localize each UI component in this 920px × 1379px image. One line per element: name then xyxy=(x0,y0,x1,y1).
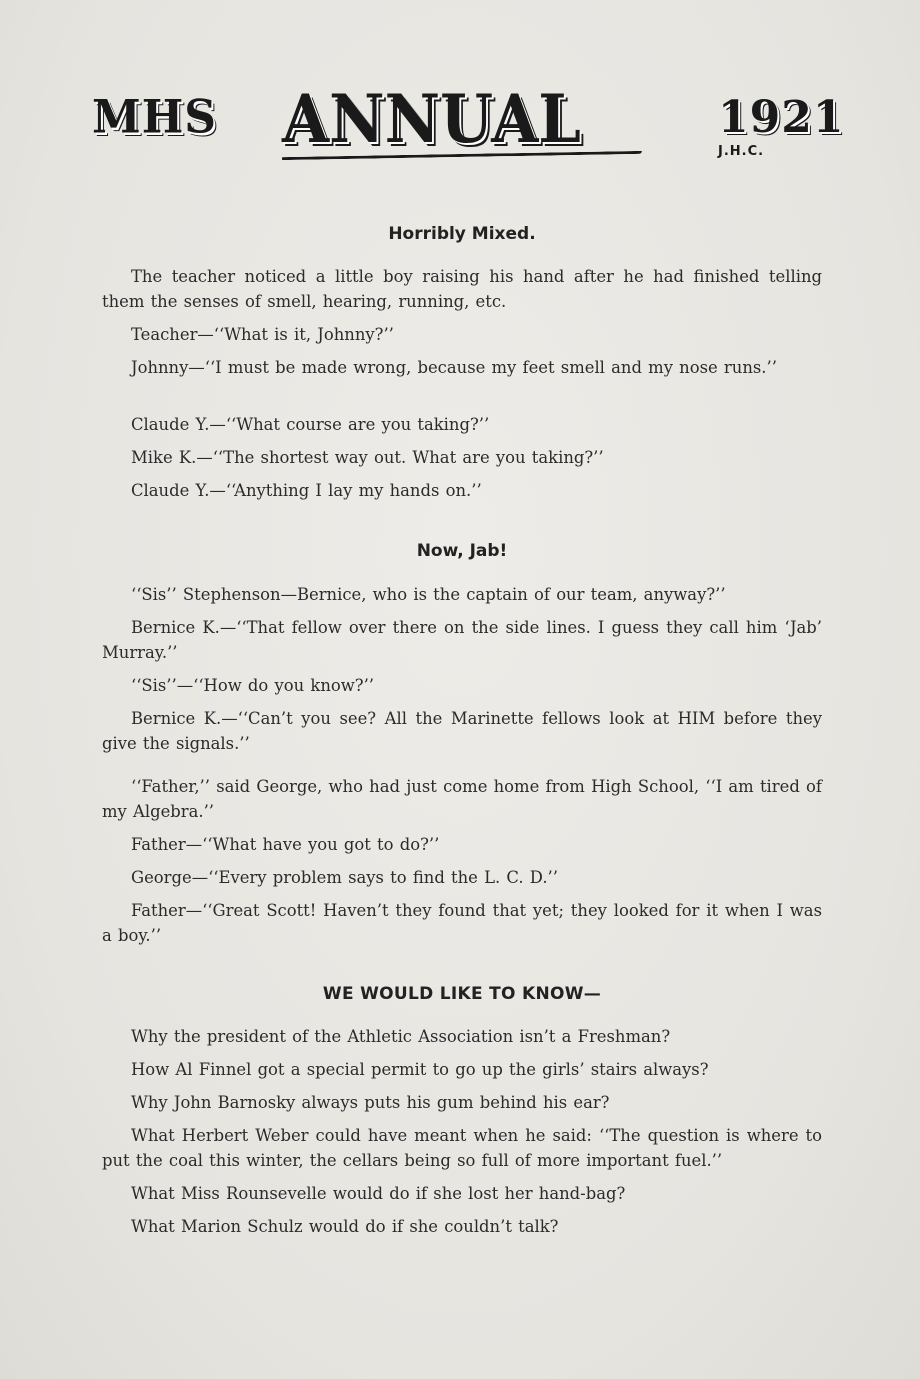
paragraph: The teacher noticed a little boy raising his hand after he had finished telling them the senses of smell, hearing, running, etc. xyxy=(102,267,822,311)
list-item: How Al Finnel got a special permit to go up the girls’ stairs always? xyxy=(131,1060,709,1079)
paragraph: ‘‘Sis’’ Stephenson—Bernice, who is the captain of our team, anyway?’’ xyxy=(131,585,726,604)
list-item: What Miss Rounsevelle would do if she lost her hand-bag? xyxy=(131,1184,626,1203)
paragraph: Bernice K.—‘‘Can’t you see? All the Marinette fellows look at HIM before they give the signals.’’ xyxy=(102,709,822,753)
paragraph: Teacher—‘‘What is it, Johnny?’’ xyxy=(131,325,394,344)
heading-now-jab: Now, Jab! xyxy=(416,541,508,561)
list-item: What Herbert Weber could have meant when he said: ‘‘The question is where to put the coal this winter, the cellars being so full of more important fuel.’’ xyxy=(102,1126,822,1170)
paragraph: Father—‘‘What have you got to do?’’ xyxy=(131,835,440,854)
heading-horribly-mixed: Horribly Mixed. xyxy=(388,224,536,244)
masthead-title: ANNUAL xyxy=(282,80,582,158)
paragraph: ‘‘Father,’’ said George, who had just come home from High School, ‘‘I am tired of my Algebra.’’ xyxy=(102,777,822,821)
masthead-school: MHS xyxy=(92,90,218,145)
paragraph: George—‘‘Every problem says to find the L. C. D.’’ xyxy=(131,868,558,887)
paragraph: Johnny—‘‘I must be made wrong, because my feet smell and my nose runs.’’ xyxy=(131,358,777,377)
paragraph: Bernice K.—‘‘That fellow over there on the side lines. I guess they call him ‘Jab’ Murray.’’ xyxy=(102,618,822,662)
paragraph: Claude Y.—‘‘Anything I lay my hands on.’’ xyxy=(131,481,482,500)
masthead-year: 1921 xyxy=(718,92,845,143)
page-content xyxy=(102,224,822,1239)
list-item: Why the president of the Athletic Association isn’t a Freshman? xyxy=(131,1027,671,1046)
list-item: Why John Barnosky always puts his gum behind his ear? xyxy=(131,1093,610,1112)
paragraph: ‘‘Sis’’—‘‘How do you know?’’ xyxy=(131,676,374,695)
list-item: What Marion Schulz would do if she couldn’t talk? xyxy=(131,1217,559,1236)
masthead-initials: J.H.C. xyxy=(718,144,765,159)
paragraph: Father—‘‘Great Scott! Haven’t they found that yet; they looked for it when I was a boy.’’ xyxy=(102,901,822,945)
heading-we-would-like-to-know: WE WOULD LIKE TO KNOW— xyxy=(322,984,602,1004)
paragraph: Claude Y.—‘‘What course are you taking?’’ xyxy=(131,415,490,434)
paragraph: Mike K.—‘‘The shortest way out. What are you taking?’’ xyxy=(131,448,604,467)
masthead xyxy=(0,82,920,172)
